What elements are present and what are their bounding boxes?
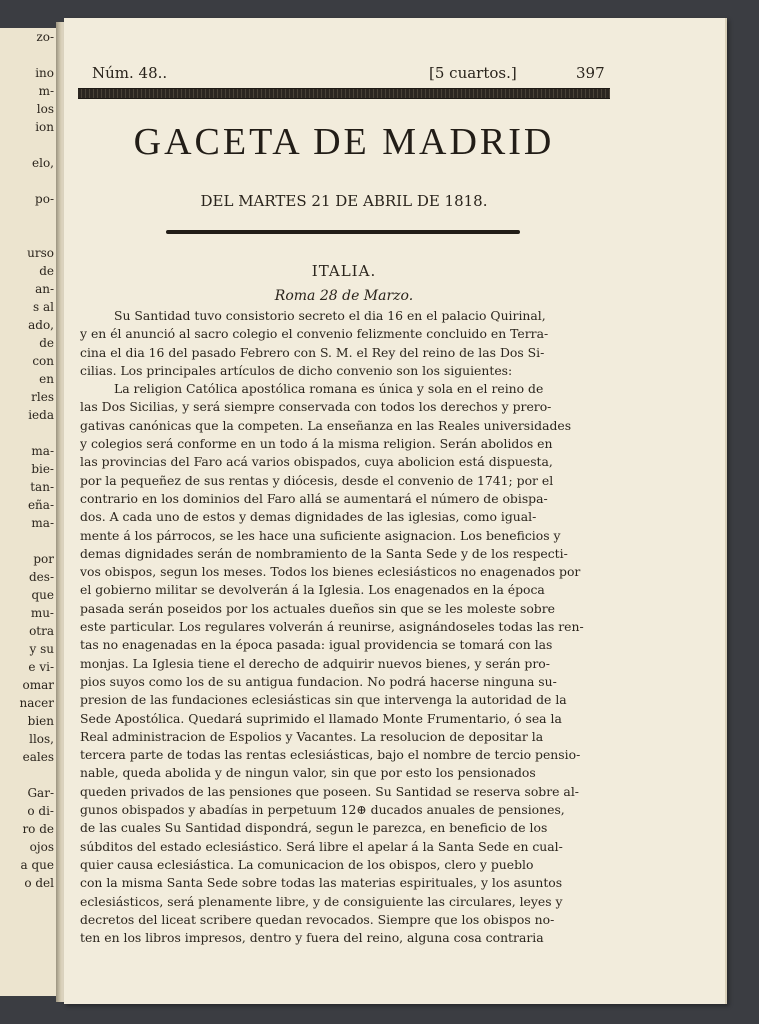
left-fragment: con bbox=[32, 354, 54, 368]
article-line: Su Santidad tuvo consistorio secreto el dia 16 en el palacio Quirinal, bbox=[114, 308, 546, 323]
dateline-rule bbox=[166, 230, 520, 234]
left-fragment: bien bbox=[27, 714, 54, 728]
left-fragment: a que bbox=[20, 858, 54, 872]
left-fragment: elo, bbox=[32, 156, 54, 170]
left-fragment bbox=[0, 208, 54, 226]
article-line: mente á los párrocos, se les hace una suficiente asignacion. Los beneficios y bbox=[80, 527, 561, 543]
left-fragment: bie- bbox=[31, 462, 54, 476]
article-line: vos obispos, segun los meses. Todos los bienes eclesiásticos no enagenados por bbox=[80, 564, 581, 580]
left-fragment: ino bbox=[35, 66, 54, 80]
article-line: eclesiásticos, será plenamente libre, y de consiguiente las circulares, leyes y bbox=[80, 893, 563, 909]
left-page-text-fragments bbox=[0, 28, 54, 892]
left-fragment: Gar- bbox=[27, 786, 54, 800]
left-fragment: po- bbox=[35, 192, 54, 206]
left-page-edge bbox=[0, 28, 59, 996]
article-line: las Dos Sicilias, y será siempre conservada con todos los derechos y prero- bbox=[80, 399, 552, 415]
left-fragment: y su bbox=[29, 642, 54, 656]
left-fragment: llos, bbox=[29, 732, 54, 746]
masthead-top-rule bbox=[78, 88, 610, 99]
article-line: ten en los libros impresos, dentro y fuera del reino, alguna cosa contraria bbox=[80, 930, 544, 946]
article-line: con la misma Santa Sede sobre todas las materias espirituales, y los asuntos bbox=[80, 875, 563, 891]
article-line: tercera parte de todas las rentas eclesiásticas, bajo el nombre de tercio pensio- bbox=[80, 747, 581, 763]
left-fragment: ieda bbox=[28, 408, 54, 422]
page-number: 397 bbox=[576, 64, 605, 82]
left-fragment: que bbox=[31, 588, 54, 602]
article-line: y colegios será conforme en un todo á la misma religion. Serán abolidos en bbox=[80, 436, 553, 452]
article-line: presion de las fundaciones eclesiásticas sin que intervenga la autoridad de la bbox=[80, 692, 567, 708]
left-fragment: nacer bbox=[19, 696, 54, 710]
dateline: DEL MARTES 21 DE ABRIL DE 1818. bbox=[200, 192, 488, 210]
left-fragment bbox=[0, 766, 54, 784]
left-fragment: ion bbox=[35, 120, 54, 134]
newspaper-page bbox=[64, 18, 727, 1004]
article-line: decretos del liceat scribere quedan revocados. Siempre que los obispos no- bbox=[80, 911, 555, 927]
article-line: cina el dia 16 del pasado Febrero con S. M. el Rey del reino de las Dos Si- bbox=[80, 344, 545, 360]
article-line: gativas canónicas que la competen. La enseñanza en las Reales universidades bbox=[80, 417, 572, 433]
left-fragment bbox=[0, 172, 54, 190]
article-line: dos. A cada uno de estos y demas dignidades de las iglesias, como igual- bbox=[80, 509, 537, 525]
left-fragment: an- bbox=[35, 282, 54, 296]
left-fragment: ma- bbox=[31, 516, 54, 530]
left-fragment: zo- bbox=[36, 30, 54, 44]
article-body bbox=[80, 307, 624, 947]
left-fragment bbox=[0, 136, 54, 154]
left-fragment: mu- bbox=[30, 606, 54, 620]
left-fragment: rles bbox=[31, 390, 54, 404]
article-line: súbditos del estado eclesiástico. Será libre el apelar á la Santa Sede en cual- bbox=[80, 838, 563, 854]
section-heading: ITALIA. bbox=[311, 262, 377, 280]
article-line: Sede Apostólica. Quedará suprimido el llamado Monte Frumentario, ó sea la bbox=[80, 710, 562, 726]
article-line: demas dignidades serán de nombramiento de la Santa Sede y de los respecti- bbox=[80, 545, 568, 561]
masthead-title: GACETA DE MADRID bbox=[133, 121, 555, 163]
place-date: Roma 28 de Marzo. bbox=[274, 288, 414, 304]
left-fragment: otra bbox=[29, 624, 54, 638]
article-line: gunos obispados y abadías in perpetuum 12⊕ ducados anuales de pensiones, bbox=[80, 802, 565, 818]
left-fragment: s al bbox=[33, 300, 54, 314]
left-fragment: ojos bbox=[29, 840, 54, 854]
left-fragment: ado, bbox=[28, 318, 54, 332]
left-fragment bbox=[0, 424, 54, 442]
left-fragment: ma- bbox=[31, 444, 54, 458]
left-fragment: los bbox=[36, 102, 54, 116]
issue-price: [5 cuartos.] bbox=[429, 64, 517, 82]
article-line: este particular. Los regulares volverán á reunirse, asignándoseles todas las ren- bbox=[80, 619, 584, 635]
article-line: monjas. La Iglesia tiene el derecho de adquirir nuevos bienes, y serán pro- bbox=[80, 655, 550, 671]
left-fragment bbox=[0, 226, 54, 244]
issue-number: Núm. 48.. bbox=[92, 64, 168, 82]
left-fragment: ro de bbox=[22, 822, 54, 836]
left-fragment: urso bbox=[27, 246, 54, 260]
article-line: quier causa eclesiástica. La comunicacion de los obispos, clero y pueblo bbox=[80, 856, 534, 872]
article-line: contrario en los dominios del Faro allá se aumentará el número de obispa- bbox=[80, 490, 548, 506]
left-fragment bbox=[0, 532, 54, 550]
article-line: queden privados de las pensiones que poseen. Su Santidad se reserva sobre al- bbox=[80, 783, 579, 799]
article-line: por la pequeñez de sus rentas y diócesis, desde el convenio de 1741; por el bbox=[80, 472, 554, 488]
left-fragment: por bbox=[33, 552, 54, 566]
left-fragment: omar bbox=[22, 678, 54, 692]
article-line: pasada serán poseidos por los actuales dueños sin que se les moleste sobre bbox=[80, 600, 555, 616]
left-fragment: des- bbox=[29, 570, 54, 584]
article-line: cilias. Los principales artículos de dicho convenio son los siguientes: bbox=[80, 362, 513, 378]
left-fragment: o del bbox=[24, 876, 54, 890]
left-fragment: eña- bbox=[27, 498, 54, 512]
article-line: tas no enagenadas en la época pasada: igual providencia se tomará con las bbox=[80, 637, 553, 653]
article-line: el gobierno militar se devolverán á la Iglesia. Los enagenados en la época bbox=[80, 582, 545, 598]
article-line: y en él anunció al sacro colegio el convenio felizmente concluido en Terra- bbox=[80, 326, 549, 342]
article-line: nable, queda abolida y de ningun valor, sin que por esto los pensionados bbox=[80, 765, 536, 781]
left-fragment bbox=[0, 46, 54, 64]
article-line: de las cuales Su Santidad dispondrá, segun le parezca, en beneficio de los bbox=[80, 820, 548, 836]
left-fragment: m- bbox=[38, 84, 54, 98]
article-line: Real administracion de Espolios y Vacantes. La resolucion de depositar la bbox=[80, 728, 544, 744]
article-line: La religion Católica apostólica romana es única y sola en el reino de bbox=[114, 381, 544, 397]
left-fragment: tan- bbox=[30, 480, 54, 494]
left-fragment: en bbox=[39, 372, 54, 386]
article-line: pios suyos como los de su antigua fundacion. No podrá hacerse ninguna su- bbox=[80, 673, 557, 689]
left-fragment: de bbox=[39, 264, 54, 278]
left-fragment: o di- bbox=[27, 804, 54, 818]
left-fragment: eales bbox=[22, 750, 54, 764]
left-fragment: e vi- bbox=[28, 660, 54, 674]
left-fragment: de bbox=[39, 336, 54, 350]
article-line: las provincias del Faro acá varios obispados, cuya abolicion está dispuesta, bbox=[80, 454, 553, 470]
